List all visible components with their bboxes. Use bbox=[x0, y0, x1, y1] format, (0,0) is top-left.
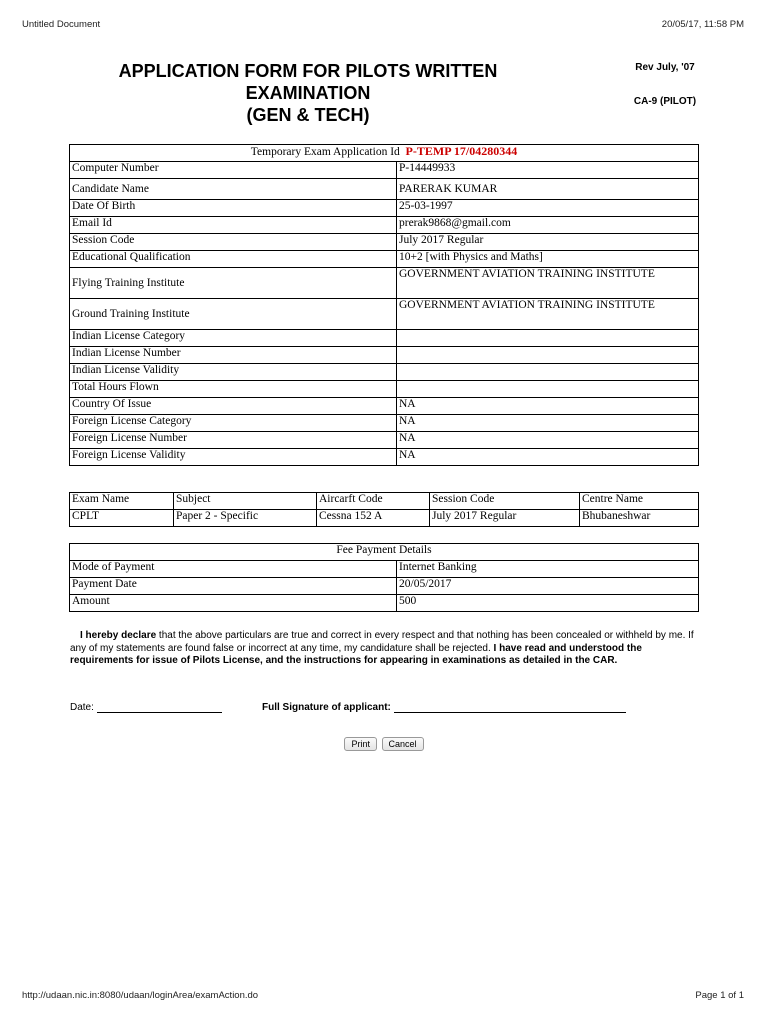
temp-id-label: Temporary Exam Application Id bbox=[250, 146, 400, 158]
row-value: PARERAK KUMAR bbox=[397, 179, 699, 200]
row-label: Payment Date bbox=[70, 578, 397, 595]
row-label: Foreign License Number bbox=[70, 432, 397, 449]
row-label: Date Of Birth bbox=[70, 200, 397, 217]
form-title-line-3: (GEN & TECH) bbox=[246, 105, 370, 125]
signature-label: Full Signature of applicant: bbox=[262, 702, 391, 713]
row-value bbox=[397, 364, 699, 381]
row-value: July 2017 Regular bbox=[397, 234, 699, 251]
row-label: Total Hours Flown bbox=[70, 381, 397, 398]
table-row bbox=[70, 595, 699, 612]
table-row bbox=[70, 200, 699, 217]
session-code-cell: July 2017 Regular bbox=[430, 510, 580, 527]
signature-line bbox=[394, 703, 626, 713]
form-title bbox=[70, 60, 546, 126]
declaration-bold-start: I hereby declare bbox=[80, 630, 157, 641]
row-value: Internet Banking bbox=[397, 561, 699, 578]
table-row bbox=[70, 432, 699, 449]
fee-heading-row bbox=[70, 544, 699, 561]
row-value: 500 bbox=[397, 595, 699, 612]
cancel-button[interactable]: Cancel bbox=[382, 737, 424, 751]
form-code: CA-9 (PILOT) bbox=[633, 96, 697, 107]
fee-heading: Fee Payment Details bbox=[70, 544, 699, 561]
action-buttons bbox=[0, 737, 768, 751]
row-value: GOVERNMENT AVIATION TRAINING INSTITUTE bbox=[397, 299, 699, 330]
table-row bbox=[70, 381, 699, 398]
column-header: Centre Name bbox=[580, 493, 699, 510]
table-row bbox=[70, 217, 699, 234]
aircraft-code-cell: Cessna 152 A bbox=[317, 510, 430, 527]
row-label: Ground Training Institute bbox=[70, 299, 397, 330]
column-header: Session Code bbox=[430, 493, 580, 510]
row-label: Indian License Number bbox=[70, 347, 397, 364]
row-label: Indian License Category bbox=[70, 330, 397, 347]
exam-name-cell: CPLT bbox=[70, 510, 174, 527]
table-row bbox=[70, 347, 699, 364]
row-label: Educational Qualification bbox=[70, 251, 397, 268]
form-title-line-1: APPLICATION FORM FOR PILOTS WRITTEN bbox=[118, 61, 498, 81]
page-url: http://udaan.nic.in:8080/udaan/loginArea/examAction.do bbox=[22, 990, 259, 1001]
temp-id-value: P-TEMP 17/04280344 bbox=[405, 144, 518, 158]
table-row bbox=[70, 415, 699, 432]
row-value bbox=[397, 330, 699, 347]
row-value: NA bbox=[397, 415, 699, 432]
table-row bbox=[70, 578, 699, 595]
declaration-body: that the above particulars are true and correct in every respect and that nothing has been concealed or withheld by me. If any of my statements are found false or incorrect at any time, my candidature shall be rejected. bbox=[70, 630, 694, 654]
declaration-text bbox=[70, 630, 704, 668]
row-value: 10+2 [with Physics and Maths] bbox=[397, 251, 699, 268]
row-label: Foreign License Category bbox=[70, 415, 397, 432]
form-revision: Rev July, '07 bbox=[635, 62, 695, 73]
print-datetime: 20/05/17, 11:58 PM bbox=[661, 19, 744, 30]
row-value: 25-03-1997 bbox=[397, 200, 699, 217]
row-label: Email Id bbox=[70, 217, 397, 234]
form-title-line-2: EXAMINATION bbox=[245, 83, 371, 103]
exam-header-row bbox=[70, 493, 699, 510]
row-label: Indian License Validity bbox=[70, 364, 397, 381]
table-row bbox=[70, 162, 699, 179]
table-row bbox=[70, 299, 699, 330]
document-title: Untitled Document bbox=[22, 19, 101, 30]
temp-id-cell bbox=[70, 145, 699, 162]
table-row bbox=[70, 449, 699, 466]
print-button[interactable]: Print bbox=[344, 737, 377, 751]
date-label: Date: bbox=[70, 702, 94, 713]
centre-name-cell: Bhubaneshwar bbox=[580, 510, 699, 527]
row-value bbox=[397, 347, 699, 364]
row-label: Candidate Name bbox=[70, 179, 397, 200]
row-label: Session Code bbox=[70, 234, 397, 251]
candidate-details-table bbox=[69, 144, 699, 466]
table-row bbox=[70, 364, 699, 381]
row-value: P-14449933 bbox=[397, 162, 699, 179]
table-row bbox=[70, 398, 699, 415]
table-row bbox=[70, 179, 699, 200]
column-header: Exam Name bbox=[70, 493, 174, 510]
table-row bbox=[70, 330, 699, 347]
row-value: prerak9868@gmail.com bbox=[397, 217, 699, 234]
print-footer bbox=[22, 990, 744, 1001]
row-label: Amount bbox=[70, 595, 397, 612]
row-label: Computer Number bbox=[70, 162, 397, 179]
row-value bbox=[397, 381, 699, 398]
row-label: Country Of Issue bbox=[70, 398, 397, 415]
table-row bbox=[70, 561, 699, 578]
date-field bbox=[70, 702, 222, 713]
column-header: Subject bbox=[174, 493, 317, 510]
row-value: 20/05/2017 bbox=[397, 578, 699, 595]
page-number: Page 1 of 1 bbox=[695, 990, 744, 1001]
print-header bbox=[22, 19, 744, 30]
signature-field bbox=[262, 702, 626, 713]
row-label: Mode of Payment bbox=[70, 561, 397, 578]
row-value: NA bbox=[397, 432, 699, 449]
exam-table bbox=[69, 492, 699, 527]
table-row bbox=[70, 234, 699, 251]
fee-payment-table bbox=[69, 543, 699, 612]
row-value: GOVERNMENT AVIATION TRAINING INSTITUTE bbox=[397, 268, 699, 299]
row-value: NA bbox=[397, 449, 699, 466]
row-label: Flying Training Institute bbox=[70, 268, 397, 299]
subject-cell: Paper 2 - Specific bbox=[174, 510, 317, 527]
row-label: Foreign License Validity bbox=[70, 449, 397, 466]
table-row bbox=[70, 268, 699, 299]
row-value: NA bbox=[397, 398, 699, 415]
column-header: Aircarft Code bbox=[317, 493, 430, 510]
date-line bbox=[97, 703, 222, 713]
declaration-bold-end: I have read and understood the requirements for issue of Pilots License, and the instructions for appearing in examinations as detailed in the CAR. bbox=[70, 642, 642, 666]
table-row bbox=[70, 510, 699, 527]
temp-id-row bbox=[70, 145, 699, 162]
table-row bbox=[70, 251, 699, 268]
